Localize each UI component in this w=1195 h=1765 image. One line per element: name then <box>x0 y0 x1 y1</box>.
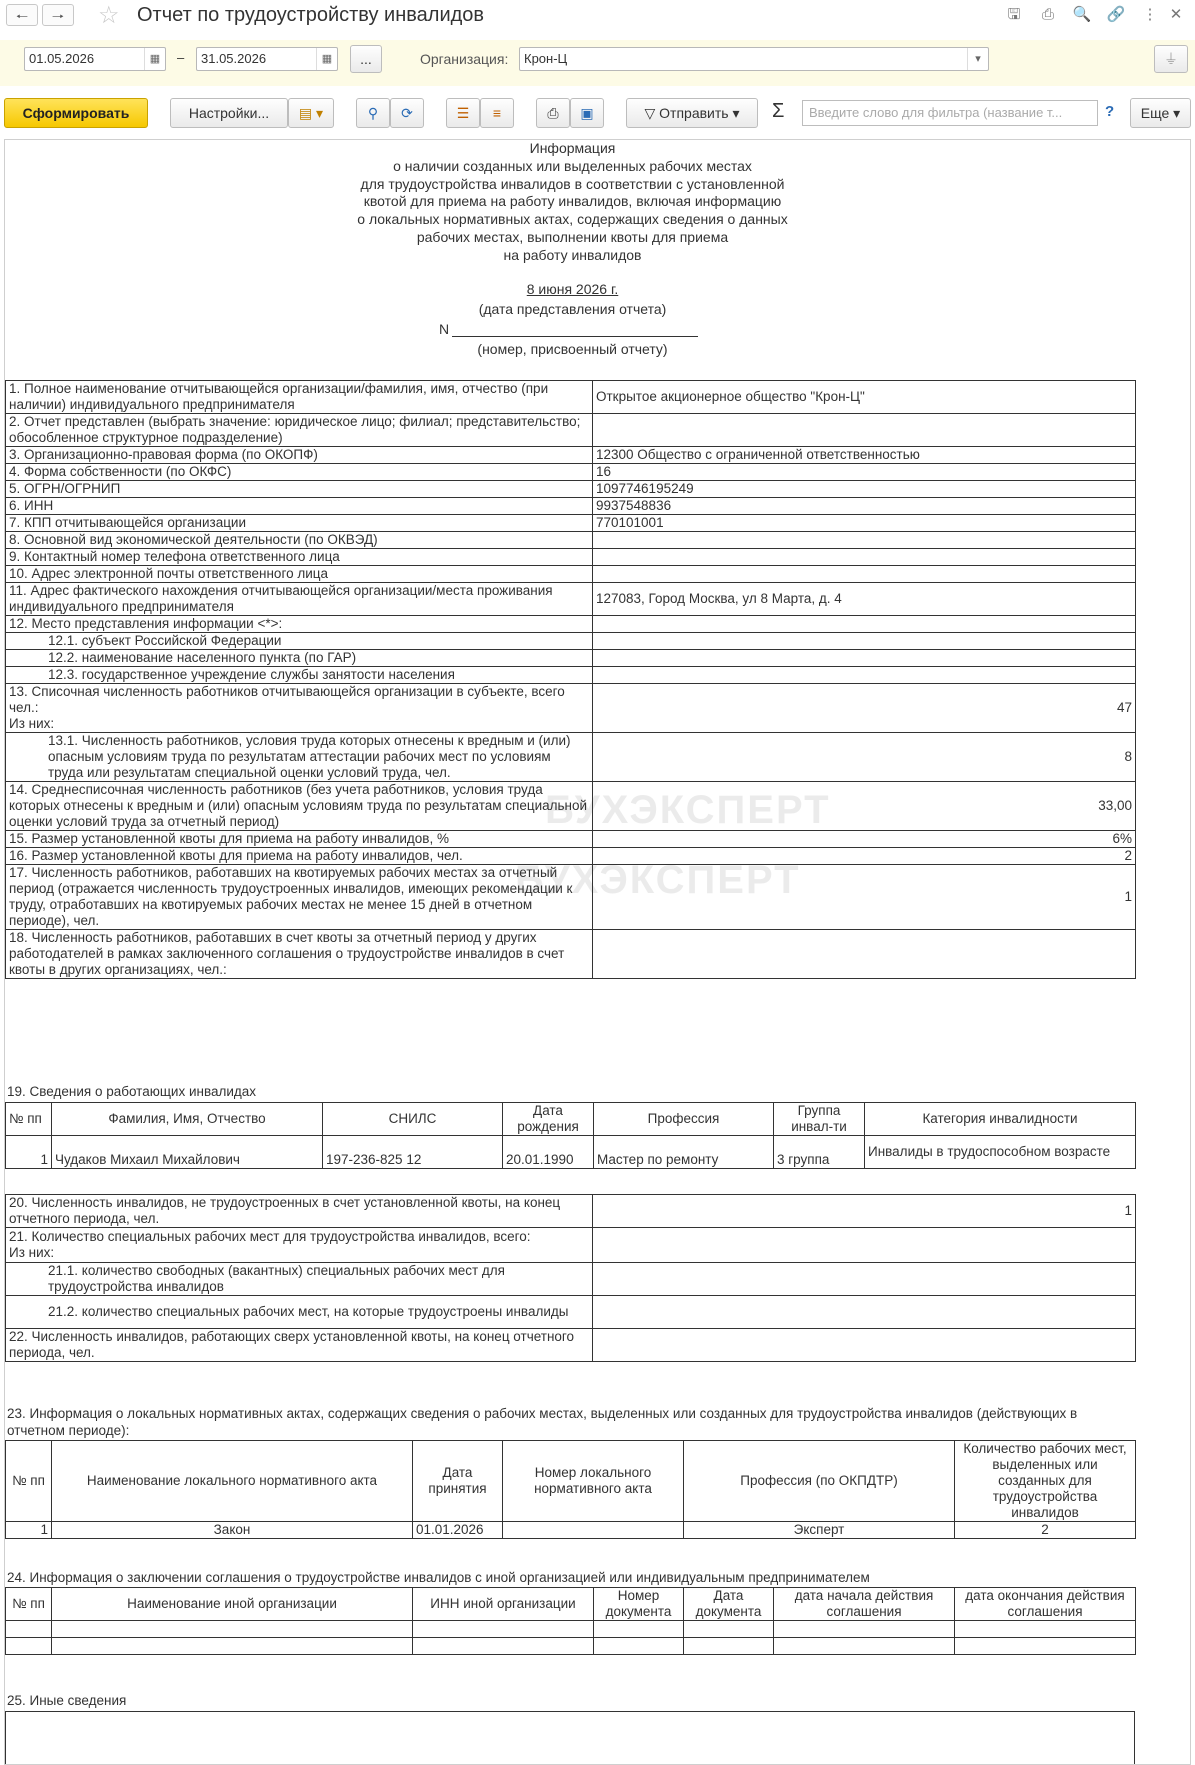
table-cell: 20.01.1990 <box>503 1136 594 1169</box>
row-label: 6. ИНН <box>9 498 54 513</box>
row-label-cell <box>6 1228 593 1263</box>
period-select-button[interactable]: ... <box>350 45 382 73</box>
row-label: 8. Основной вид экономической деятельности (по ОКВЭД) <box>9 532 378 547</box>
column-header: Фамилия, Имя, Отчество <box>52 1103 323 1136</box>
table-row <box>6 515 1136 532</box>
calendar-icon[interactable]: ▦ <box>144 48 165 70</box>
table-cell <box>684 1621 774 1638</box>
row-value: 8 <box>1124 749 1132 764</box>
find-next-icon: ⟳ <box>401 105 413 121</box>
row-value-cell <box>593 650 1136 667</box>
chevron-down-icon[interactable]: ▾ <box>967 48 988 70</box>
table-row <box>6 782 1136 831</box>
row-label: 5. ОГРН/ОГРНИП <box>9 481 121 496</box>
table-row <box>6 684 1136 733</box>
section-23-title: 23. Информация о локальных нормативных актах, содержащих сведения о рабочих местах, выделенных или созданных для трудоустройства инвалидов (действующих в отчетном периоде): <box>7 1406 1078 1438</box>
other-info-box <box>5 1711 1135 1765</box>
table-row <box>6 848 1136 865</box>
table-row <box>6 464 1136 481</box>
row-label: 2. Отчет представлен (выбрать значение: юридическое лицо; филиал; представительство; обособленное структурное подразделение) <box>9 414 581 445</box>
arrow-left-icon: 🠐 <box>15 8 29 24</box>
generate-button[interactable]: Сформировать <box>4 98 148 128</box>
row-label-cell <box>6 684 593 733</box>
table-cell: Инвалиды в трудоспособном возрасте <box>865 1136 1136 1169</box>
row-value-cell <box>593 583 1136 616</box>
print-button[interactable] <box>536 98 570 128</box>
row-label: 15. Размер установленной квоты для приема на работу инвалидов, % <box>9 831 449 846</box>
report-header-line: для трудоустройства инвалидов в соответствии с установленной <box>360 175 785 192</box>
report-date: 8 июня 2026 г. <box>526 281 619 297</box>
row-value-cell <box>593 616 1136 633</box>
report-document <box>4 139 1191 1765</box>
table-row <box>6 1329 1136 1362</box>
row-label: 12.2. наименование населенного пункта (по ГАР) <box>48 650 357 665</box>
close-icon[interactable]: ✕ <box>1169 6 1183 23</box>
table-cell: 3 группа <box>774 1136 865 1169</box>
section-19-title: 19. Сведения о работающих инвалидах <box>7 1084 257 1099</box>
row-label: 12.3. государственное учреждение службы занятости населения <box>48 667 455 682</box>
row-label-cell <box>6 633 593 650</box>
row-label-cell <box>6 733 593 782</box>
row-value-cell <box>593 1195 1136 1228</box>
report-number-line <box>452 336 698 337</box>
date-from-field[interactable] <box>24 47 166 71</box>
column-header: Номер документа <box>594 1588 684 1621</box>
row-label-cell <box>6 464 593 481</box>
folder-icon: ▤ ▾ <box>298 105 324 121</box>
row-label: 17. Численность работников, работавших на квотируемых рабочих местах за отчетный период (отражается численность трудоустроенных инвалидов, имеющих рекомендации к труду, отработавших на квотируемых рабочих местах не менее 15 дней в отчетном периоде), чел. <box>9 865 573 928</box>
row-value-cell <box>593 831 1136 848</box>
row-label-cell <box>6 481 593 498</box>
row-value-cell <box>593 930 1136 979</box>
table-cell <box>6 1621 52 1638</box>
row-label-cell <box>6 667 593 684</box>
table-row <box>6 1621 1136 1638</box>
table-row <box>6 1228 1136 1263</box>
report-header-line: квотой для приема на работу инвалидов, включая информацию <box>363 193 782 210</box>
row-label-cell <box>6 1195 593 1228</box>
row-label: 12. Место представления информации <*>: <box>9 616 283 631</box>
table-row <box>6 667 1136 684</box>
row-value-cell <box>593 414 1136 447</box>
row-sublabel: Из них: <box>9 1245 55 1260</box>
funnel-icon: ▽ <box>644 105 660 121</box>
more-button[interactable]: Еще ▾ <box>1130 98 1191 128</box>
report-number-caption: (номер, присвоенный отчету) <box>477 341 668 357</box>
row-label-cell <box>6 532 593 549</box>
row-label: 9. Контактный номер телефона ответственного лица <box>9 549 340 564</box>
table-header-row <box>6 1103 1136 1136</box>
row-label-cell <box>6 414 593 447</box>
row-value-cell <box>593 1296 1136 1329</box>
row-label-cell <box>6 831 593 848</box>
preview-icon: ▣ <box>580 105 594 121</box>
sum-icon[interactable]: Σ <box>772 100 785 122</box>
table-cell <box>594 1638 684 1655</box>
row-value-cell <box>593 549 1136 566</box>
report-header-line: на работу инвалидов <box>503 246 642 263</box>
row-label: 10. Адрес электронной почты ответственного лица <box>9 566 328 581</box>
organization-value: Крон-Ц <box>524 51 568 66</box>
row-value-cell <box>593 381 1136 414</box>
table-cell <box>774 1621 955 1638</box>
row-value-cell <box>593 532 1136 549</box>
help-button[interactable]: ? <box>1105 103 1115 120</box>
table-cell: Мастер по ремонту <box>594 1136 774 1169</box>
row-label: 22. Численность инвалидов, работающих сверх установленной квоты, на конец отчетного периода, чел. <box>9 1329 575 1360</box>
date-from-value: 01.05.2026 <box>29 51 95 66</box>
table-row <box>6 831 1136 848</box>
table-row <box>6 930 1136 979</box>
row-value-cell <box>593 782 1136 831</box>
table-row <box>6 583 1136 616</box>
expand-icon: ☰ <box>456 105 470 121</box>
settings-button[interactable]: Настройки... <box>170 98 288 128</box>
column-header: Категория инвалидности <box>865 1103 1136 1136</box>
row-label-cell <box>6 447 593 464</box>
row-value: 127083, Город Москва, ул 8 Марта, д. 4 <box>596 591 842 606</box>
table-cell: 01.01.2026 <box>413 1522 503 1539</box>
table-cell <box>52 1621 413 1638</box>
column-header: № пп <box>6 1441 52 1522</box>
table-header-row <box>6 1588 1136 1621</box>
report-header-line: рабочих местах, выполнении квоты для приема <box>416 229 729 245</box>
table-row <box>6 633 1136 650</box>
row-value-cell <box>593 1228 1136 1263</box>
row-label-cell <box>6 498 593 515</box>
row-value: 12300 Общество с ограниченной ответственностью <box>596 447 920 462</box>
search-icon: ⚲ <box>367 105 379 121</box>
table-header-row <box>6 1441 1136 1522</box>
date-to-field[interactable] <box>196 47 338 71</box>
row-value-cell <box>593 733 1136 782</box>
row-value: 16 <box>596 464 612 479</box>
column-header: Наименование иной организации <box>52 1588 413 1621</box>
table-row <box>6 616 1136 633</box>
row-label-cell <box>6 583 593 616</box>
date-to-value: 31.05.2026 <box>201 51 267 66</box>
table-cell <box>594 1621 684 1638</box>
organization-field[interactable] <box>519 47 989 71</box>
watermark: БУХЭКСПЕРТ <box>545 788 831 832</box>
row-value: 47 <box>1116 700 1132 715</box>
row-label-cell <box>6 1296 593 1329</box>
table-row <box>6 733 1136 782</box>
date-range-dash: – <box>177 50 185 65</box>
column-header: дата окончания действия соглашения <box>955 1588 1136 1621</box>
agreements-table <box>5 1587 1136 1655</box>
favorite-star-icon[interactable]: ☆ <box>98 2 120 29</box>
watermark: БУХЭКСПЕРТ <box>515 858 801 902</box>
row-value: 1097746195249 <box>596 481 694 496</box>
back-button[interactable] <box>6 4 38 26</box>
row-value-cell <box>593 566 1136 583</box>
table-cell <box>503 1522 684 1539</box>
row-value-cell <box>593 633 1136 650</box>
table-row <box>6 532 1136 549</box>
report-number-label: N <box>439 321 450 337</box>
row-label: 13.1. Численность работников, условия труда которых отнесены к вредным и (или) опасным условиям труда по результатам аттестации рабочих мест по условиям труда или результатам специальной оценки условий труда, чел. <box>48 733 571 780</box>
save-icon[interactable]: 🖫 <box>1007 6 1021 23</box>
print-preview-button[interactable] <box>570 98 604 128</box>
column-header: Наименование локального нормативного акта <box>52 1441 413 1522</box>
table-cell <box>955 1621 1136 1638</box>
column-header: СНИЛС <box>323 1103 503 1136</box>
row-label-cell <box>6 865 593 930</box>
row-label-cell <box>6 549 593 566</box>
column-header: Номер локального нормативного акта <box>503 1441 684 1522</box>
table-cell: 2 <box>955 1522 1136 1539</box>
row-value-cell <box>593 498 1136 515</box>
filter-funnel-button[interactable] <box>1154 45 1188 73</box>
column-header: Профессия (по ОКПДТР) <box>684 1441 955 1522</box>
collapse-groups-button[interactable] <box>480 98 514 128</box>
row-sublabel: Из них: <box>9 716 55 731</box>
row-value: 9937548836 <box>596 498 672 513</box>
table-row <box>6 481 1136 498</box>
print-icon: ⎙ <box>547 105 559 121</box>
column-header: Дата принятия <box>413 1441 503 1522</box>
row-label: 4. Форма собственности (по ОКФС) <box>9 464 232 479</box>
quota-summary-table <box>5 1194 1136 1362</box>
table-row <box>6 381 1136 414</box>
table-cell <box>955 1638 1136 1655</box>
column-header: дата начала действия соглашения <box>774 1588 955 1621</box>
row-value: 1 <box>1124 1203 1132 1218</box>
preview-icon[interactable]: 🔍 <box>1072 6 1092 23</box>
window-titlebar <box>0 0 1195 32</box>
table-cell <box>413 1638 594 1655</box>
table-row <box>6 549 1136 566</box>
table-row <box>6 650 1136 667</box>
column-header: № пп <box>6 1103 52 1136</box>
find-next-button[interactable] <box>390 98 424 128</box>
variant-dropdown-button[interactable] <box>288 98 334 128</box>
local-acts-table <box>5 1440 1136 1539</box>
column-header: Группа инвал-ти <box>774 1103 865 1136</box>
table-cell: 1 <box>6 1522 52 1539</box>
row-label: 14. Среднесписочная численность работников (без учета работников, условия труда которых отнесены к вредным и (или) опасным условиям труда по результатам специальной оценки условий труда за отчетный период) <box>9 782 588 829</box>
column-header: № пп <box>6 1588 52 1621</box>
table-row <box>6 447 1136 464</box>
row-value: 6% <box>1112 831 1132 846</box>
row-value: 2 <box>1124 848 1132 863</box>
column-header: Профессия <box>594 1103 774 1136</box>
filter-bar <box>0 40 1195 86</box>
send-button[interactable]: ▽ Отправить ▾ <box>626 98 758 128</box>
table-cell <box>684 1638 774 1655</box>
row-label: 13. Списочная численность работников отчитывающейся организации в субъекте, всего чел.: <box>9 684 565 715</box>
link-icon[interactable]: 🔗 <box>1106 6 1126 23</box>
report-date-caption: (дата представления отчета) <box>478 301 667 317</box>
table-row <box>6 1263 1136 1296</box>
row-label-cell <box>6 616 593 633</box>
row-label: 1. Полное наименование отчитывающейся организации/фамилия, имя, отчество (при наличии) индивидуального предпринимателя <box>9 381 549 412</box>
section-24-title: 24. Информация о заключении соглашения о трудоустройстве инвалидов с иной организацией или индивидуальным предпринимателем <box>7 1570 870 1585</box>
arrow-right-icon: 🠒 <box>51 8 65 24</box>
row-label-cell <box>6 381 593 414</box>
report-search-input[interactable]: Введите слово для фильтра (название т... <box>802 100 1098 126</box>
section-25-title: 25. Иные сведения <box>7 1693 127 1708</box>
row-value: 770101001 <box>596 515 664 530</box>
forward-button[interactable] <box>42 4 74 26</box>
table-cell <box>413 1621 594 1638</box>
row-label: 21.2. количество специальных рабочих мест, на которые трудоустроены инвалиды <box>48 1304 569 1319</box>
table-row <box>6 414 1136 447</box>
table-cell: Чудаков Михаил Михайлович <box>52 1136 323 1169</box>
column-header: Дата документа <box>684 1588 774 1621</box>
report-header-line: о локальных нормативных актах, содержащих сведения о данных <box>357 211 788 228</box>
find-button[interactable] <box>356 98 390 128</box>
organization-label: Организация: <box>420 51 509 67</box>
row-value-cell <box>593 464 1136 481</box>
row-label-cell <box>6 515 593 532</box>
table-cell <box>774 1638 955 1655</box>
column-header: Количество рабочих мест, выделенных или созданных для трудоустройства инвалидов <box>955 1441 1136 1522</box>
row-label-cell <box>6 1329 593 1362</box>
row-value-cell <box>593 481 1136 498</box>
table-row <box>6 1195 1136 1228</box>
row-label-cell <box>6 566 593 583</box>
row-label: 11. Адрес фактического нахождения отчитывающейся организации/места проживания индивидуального предпринимателя <box>9 583 553 614</box>
row-value-cell <box>593 667 1136 684</box>
row-label-cell <box>6 930 593 979</box>
table-cell <box>52 1638 413 1655</box>
table-row <box>6 1296 1136 1329</box>
org-full-name: Открытое акционерное общество "Крон-Ц" <box>596 389 865 404</box>
more-vertical-icon[interactable]: ⋮ <box>1142 6 1158 23</box>
row-label-cell <box>6 650 593 667</box>
row-value-cell <box>593 848 1136 865</box>
column-header: ИНН иной организации <box>413 1588 594 1621</box>
row-value-cell <box>593 515 1136 532</box>
page-title: Отчет по трудоустройству инвалидов <box>137 4 485 26</box>
row-value-cell <box>593 865 1136 930</box>
row-label: 12.1. субъект Российской Федерации <box>48 633 282 648</box>
table-row <box>6 1136 1136 1169</box>
row-value-cell <box>593 1263 1136 1296</box>
row-label: 20. Численность инвалидов, не трудоустроенных в счет установленной квоты, на конец отчетного периода, чел. <box>9 1195 561 1226</box>
table-row <box>6 1522 1136 1539</box>
row-value: 33,00 <box>1098 798 1132 813</box>
row-label-cell <box>6 1263 593 1296</box>
collapse-icon: ≡ <box>492 105 502 121</box>
report-header-line: Информация <box>529 140 616 156</box>
print-icon[interactable]: ⎙ <box>1041 6 1054 23</box>
disabled-workers-table <box>5 1102 1136 1169</box>
expand-groups-button[interactable] <box>446 98 480 128</box>
row-label: 16. Размер установленной квоты для приема на работу инвалидов, чел. <box>9 848 463 863</box>
row-value-cell <box>593 447 1136 464</box>
row-value-cell <box>593 1329 1136 1362</box>
row-label: 3. Организационно-правовая форма (по ОКОПФ) <box>9 447 318 462</box>
row-value-cell <box>593 684 1136 733</box>
table-cell: 197-236-825 12 <box>323 1136 503 1169</box>
table-cell <box>6 1638 52 1655</box>
row-label-cell <box>6 782 593 831</box>
row-label: 7. КПП отчитывающейся организации <box>9 515 247 530</box>
funnel-icon: ⏚ <box>1164 51 1178 67</box>
row-label-cell <box>6 848 593 865</box>
column-header: Дата рождения <box>503 1103 594 1136</box>
report-header-line: о наличии созданных или выделенных рабочих местах <box>393 157 752 174</box>
main-info-table <box>5 380 1136 979</box>
table-row <box>6 1638 1136 1655</box>
more-label: Еще <box>1140 105 1170 121</box>
table-cell: 1 <box>6 1136 52 1169</box>
row-label: 21.1. количество свободных (вакантных) специальных рабочих мест для трудоустройства инвалидов <box>48 1263 505 1294</box>
row-label: 21. Количество специальных рабочих мест для трудоустройства инвалидов, всего: <box>9 1229 531 1244</box>
table-row <box>6 865 1136 930</box>
row-label: 18. Численность работников, работавших в счет квоты за отчетный период у других работодателей в рамках заключенного соглашения о трудоустройстве инвалидов в счет квоты в других организациях, чел.: <box>9 930 565 977</box>
table-cell: Закон <box>52 1522 413 1539</box>
calendar-icon[interactable]: ▦ <box>316 48 337 70</box>
send-label: Отправить <box>659 105 729 121</box>
table-row <box>6 498 1136 515</box>
table-cell: Эксперт <box>684 1522 955 1539</box>
table-row <box>6 566 1136 583</box>
row-value: 1 <box>1124 889 1132 904</box>
